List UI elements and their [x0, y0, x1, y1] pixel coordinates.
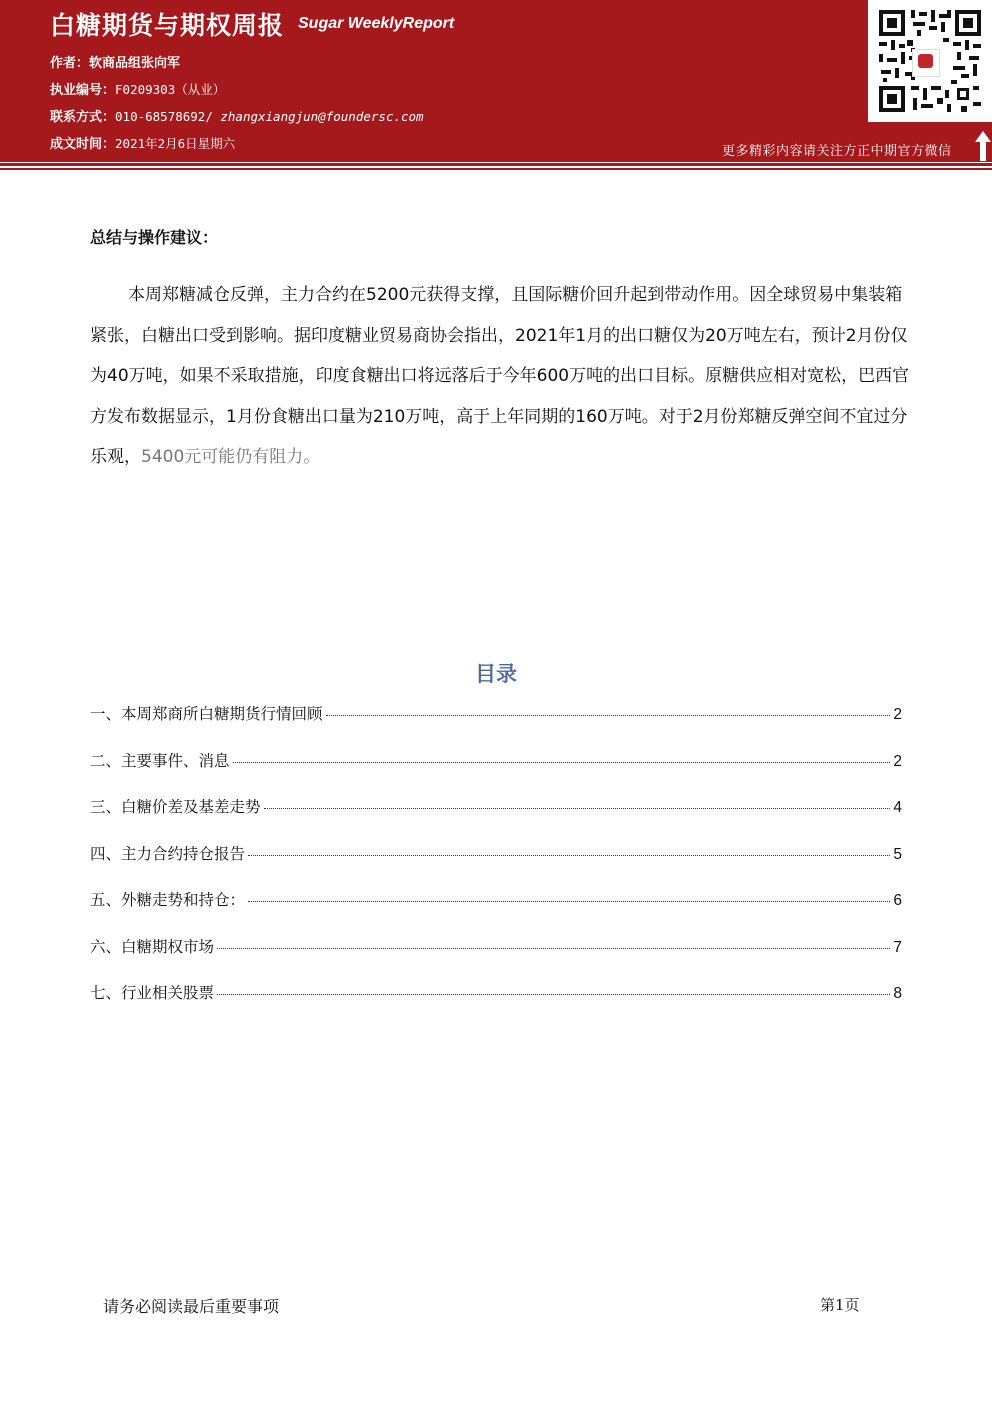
toc-item-page: 7 [893, 938, 902, 956]
contact-line [50, 106, 424, 125]
date-label: 成文时间： [50, 137, 116, 152]
toc-item-page: 2 [893, 706, 902, 723]
summary-text: 本周郑糖减仓反弹，主力合约在5200元获得支撑，且国际糖价回升起到带动作用。因全球贸易中集装箱紧张，白糖出口受到影响。据印度糖业贸易商协会指出，2021年1月的出口糖仅为20万吨左右，预计2月份仅为40万吨，如果不采取措施，印度食糖出口将远落后于今年600万吨的出口目标。原糖供应相对宽松，巴西官方发布数据显示，1月份食糖出口量为210万吨，高于上年同期的160万吨。对于2月份郑糖反弹空间不宜过分乐观， [90, 285, 910, 467]
toc-item[interactable] [90, 981, 902, 1028]
contact-phone: 010-68578692/ [115, 109, 221, 124]
date-value: 2021年2月6日星期六 [115, 136, 236, 151]
toc-item-label: 五、外糖走势和持仓： [90, 891, 246, 909]
toc-item-label: 二、主要事件、消息 [90, 751, 230, 770]
toc-item-page: 5 [893, 845, 902, 863]
summary-text-gray: 5400元可能仍有阻力。 [141, 447, 321, 467]
toc-item[interactable] [90, 935, 902, 982]
follow-wechat-text: 更多精彩内容请关注方正中期官方微信 [722, 144, 952, 159]
toc-item-page: 4 [893, 799, 902, 816]
toc-leader [264, 808, 891, 809]
toc-leader [233, 762, 891, 763]
toc-leader [326, 715, 891, 716]
arrow-up-icon [974, 130, 992, 162]
header-divider-thin [0, 168, 992, 170]
toc-leader [217, 994, 890, 995]
toc-leader [248, 855, 890, 856]
contact-label: 联系方式： [50, 110, 116, 125]
toc-item[interactable] [90, 795, 902, 842]
author-value: 软商品组张向军 [89, 56, 181, 71]
qr-logo-icon [912, 49, 940, 77]
toc-item-page: 6 [893, 892, 902, 909]
toc-title: 目录 [475, 662, 517, 686]
toc-leader [217, 948, 890, 949]
toc-item-page: 8 [893, 985, 902, 1002]
page-number: 第1页 [820, 1296, 860, 1314]
toc-leader [248, 901, 890, 902]
toc-item[interactable] [90, 888, 902, 935]
contact-email[interactable]: zhangxiangjun@foundersc.com [220, 109, 424, 124]
toc-item-label: 三、白糖价差及基差走势 [90, 798, 261, 816]
toc-item[interactable] [90, 842, 902, 889]
author-line [50, 52, 180, 71]
author-label: 作者： [50, 56, 90, 71]
header-divider [0, 163, 992, 166]
toc-item[interactable] [90, 749, 902, 796]
toc-item-label: 七、行业相关股票 [90, 984, 215, 1002]
table-of-contents [90, 702, 902, 1028]
footer-notice: 请务必阅读最后重要事项 [103, 1297, 280, 1316]
qr-code [868, 0, 992, 122]
license-line [50, 79, 225, 98]
report-title: 白糖期货与期权周报 [50, 11, 285, 40]
toc-item[interactable] [90, 702, 902, 749]
summary-heading: 总结与操作建议： [90, 228, 219, 247]
report-title-en: Sugar WeeklyReport [298, 15, 455, 32]
license-label: 执业编号： [50, 83, 116, 98]
toc-item-label: 一、本周郑商所白糖期货行情回顾 [90, 705, 323, 723]
date-line [50, 133, 235, 152]
toc-item-label: 六、白糖期权市场 [90, 937, 215, 956]
license-value: F0209303（从业） [115, 82, 226, 97]
summary-paragraph [90, 275, 910, 478]
toc-item-label: 四、主力合约持仓报告 [90, 844, 246, 863]
toc-item-page: 2 [893, 752, 902, 770]
header-banner [0, 0, 992, 162]
